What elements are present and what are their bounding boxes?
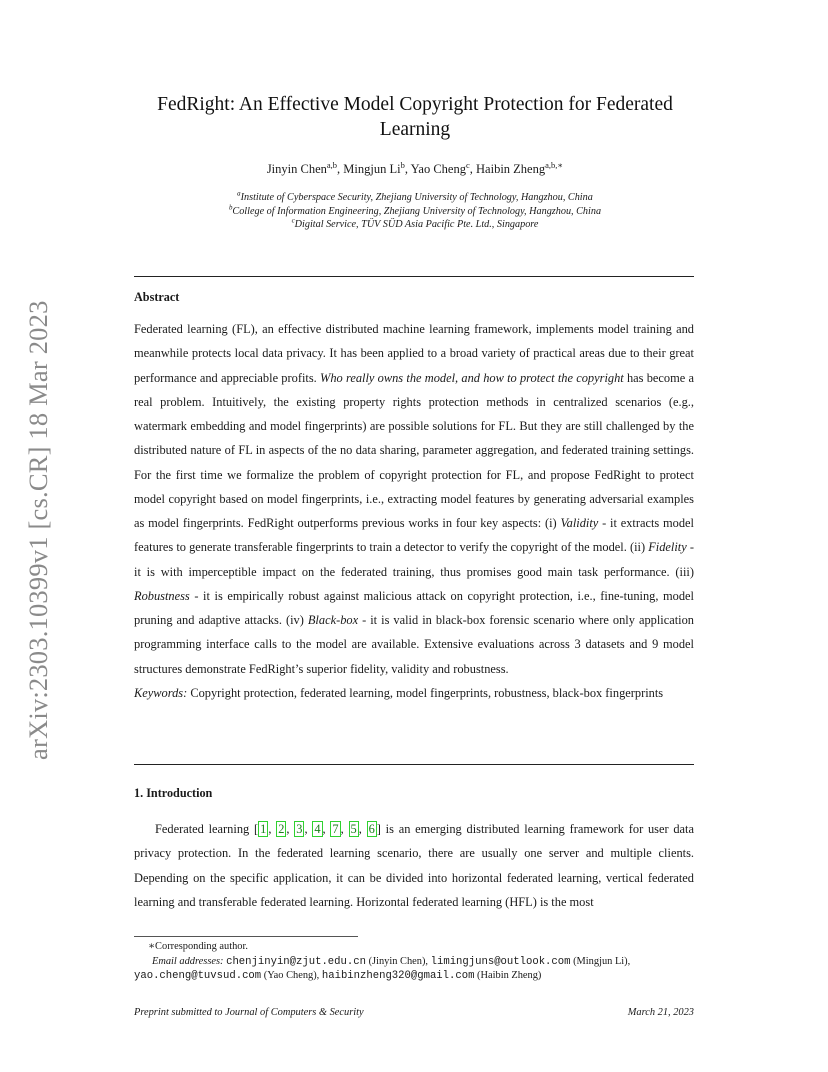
term-fidelity: Fidelity [648,540,687,555]
term-black-box: Black-box [307,613,359,627]
email-owner: (Mingjun Li), [570,955,631,967]
abstract-body [134,317,694,705]
introduction-body [134,817,694,914]
email-owner: (Haibin Zheng) [474,970,542,981]
intro-text: ] is an emerging distributed learning framework for user data privacy protection. In the federated learning scenario, there are usually one server and multiple clients. Depending on the specific application, it can be divided into horizontal federated learning, vertical federated learning and transferable federated learning. Horizontal federated learning (HFL) is the most [134,822,695,909]
abstract-heading: Abstract [134,290,180,304]
introduction-paragraph: Federated learning [ 1 , 2 , 3 , 4 , 7 , 5 , 6 ] is an emerging distributed learning framework for user data privacy protection. In the federated learning scenario, there are usually one server and multiple clients. Depending on the specific application, it can be divided into horizontal federated learning, vertical federated learning and transferable federated learning. Horizontal federated learning (HFL) is the most [134,822,695,909]
title-line-1: FedRight: An Effective Model Copyright Protection for Federated [157,94,673,115]
author-name: Mingjun Li [343,162,401,176]
email-label: Email addresses: [152,955,224,967]
abstract-text: - it is valid in black-box forensic scenario where only application programming interface calls to the model are available. Extensive evaluations across 3 datasets and 9 model structures demonstrate FedRight’s superior fidelity, validity and robustness. [134,613,694,676]
term-robustness: Robustness [134,588,190,603]
affiliation-text: College of Information Engineering, Zhejiang University of Technology, Hangzhou, China [232,205,602,217]
author-affiliation-mark: b [400,159,405,170]
abstract-text: - it is empirically robust against malicious attack on copyright protection, i.e., fine-tuning, model pruning and adaptive attacks. (iv) [134,588,694,627]
keywords-label: Keywords: [134,685,188,700]
email-owner: (Jinyin Chen), [365,955,431,967]
abstract-text: has become a real problem. Intuitively, the existing property rights protection methods in centralized scenarios (e.g., watermark embedding and model fingerprints) are possible solutions for FL. But they are still challenged by the distributed nature of FL in aspects of the no data sharing, parameter aggregation, and federated training settings. For the first time we formalize the problem of copyright protection for FL, and propose FedRight to protect model copyright based on model fingerprints, i.e., extracting model features by generating adversarial examples as model fingerprints. FedRight outperforms previous works in four key aspects: (i) [134,370,695,530]
email-line [134,969,694,984]
author-separator: , [469,162,477,176]
author-affiliation-mark: c [465,159,470,170]
title-line-2: Learning [379,119,451,140]
email-address[interactable]: limingjuns@outlook.com [430,955,571,968]
keywords-line [134,681,694,705]
footnote-rule [134,936,358,937]
affiliation-text: Institute of Cyberspace Security, Zhejiang University of Technology, Hangzhou, China [240,192,593,203]
footnote [134,940,694,984]
author-name: Jinyin Chen [266,162,327,176]
affiliation-mark: b [228,204,233,212]
email-line [134,955,694,970]
intro-text: Federated learning [ [155,822,259,836]
author-separator: , [337,162,344,176]
author-affiliation-mark: a,b [326,159,338,170]
citation-link[interactable]: 7 [332,822,339,836]
author-list [150,159,680,177]
author-affiliation-mark: a,b,∗ [545,159,564,170]
affiliation-item [120,218,710,232]
keywords-text: Copyright protection, federated learning, model fingerprints, robustness, black-box fingerprints [187,685,664,700]
email-address[interactable]: haibinzheng320@gmail.com [321,970,475,982]
abstract-top-rule [134,276,694,277]
citation-link[interactable]: 1 [260,822,267,836]
preprint-note: Preprint submitted to Journal of Computers & Security [134,1007,364,1018]
abstract-text: Federated learning (FL), an effective distributed machine learning framework, implements model training and meanwhile protects local data privacy. It has been applied to a broad variety of practical areas due to their great performance and appreciable profits. [134,322,694,385]
email-address[interactable]: yao.cheng@tuvsud.com [134,970,262,982]
abstract-emphasis: Who really owns the model, and how to protect the copyright [320,370,624,385]
citation-link[interactable]: 3 [296,822,303,836]
preprint-date: March 21, 2023 [627,1007,694,1018]
corresponding-author-note: ∗Corresponding author. [148,941,248,952]
abstract-bottom-rule [134,764,694,765]
citation-link[interactable]: 4 [314,822,321,836]
citation-link[interactable]: 2 [278,822,285,836]
affiliation-mark: c [291,217,295,225]
author-separator: , [404,162,411,176]
affiliation-mark: a [237,190,241,198]
affiliation-list [120,191,710,232]
citation-link[interactable]: 5 [350,822,357,836]
affiliation-item [120,205,710,219]
author-name: Yao Cheng [410,162,466,176]
arxiv-identifier-stamp: arXiv:2303.10399v1 [cs.CR] 18 Mar 2023 [23,300,53,760]
email-owner: (Yao Cheng), [261,970,322,981]
abstract-text: - it extracts model features to generate transferable fingerprints to train a detector to verify the copyright of the model. (ii) [134,516,694,555]
section-heading-introduction: 1. Introduction [134,786,213,800]
citation-link[interactable]: 6 [368,822,375,836]
email-address[interactable]: chenjinyin@zjut.edu.cn [226,955,366,968]
affiliation-item [120,191,710,205]
abstract-text: - it is with imperceptible impact on the federated training, thus promises good main task performance. (iii) [134,540,694,579]
affiliation-text: Digital Service, TÜV SÜD Asia Pacific Pte. Ltd., Singapore [294,219,539,230]
term-validity: Validity [560,516,599,530]
paper-title [150,92,680,142]
abstract-paragraph [134,317,694,681]
author-name: Haibin Zheng [476,162,546,176]
